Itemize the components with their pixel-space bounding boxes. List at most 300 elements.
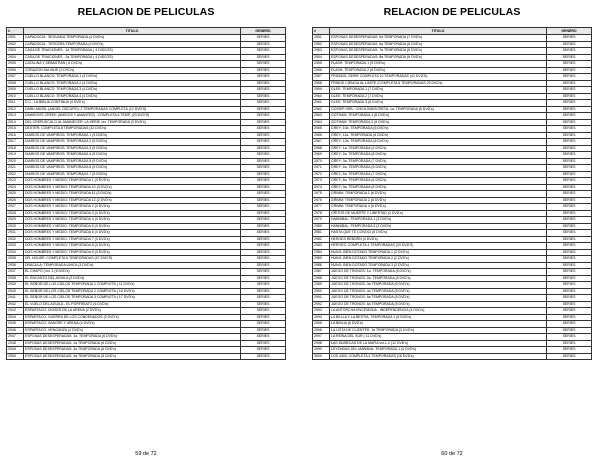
row-title: GLEE: TEMPORADA 2 (7 DVD's) [330,93,547,100]
header-title: TITULO [330,28,547,35]
row-number: 2990 [313,288,330,295]
row-title: GREY; 9a. TEMPORADA (6 DVD's) [330,184,547,191]
row-number: 2952 [313,41,330,48]
row-title: EL SEÑOR DE LOS CIELOS TEMPORADA 1 COMPLETA ( 11 DVD's) [24,282,241,289]
row-title: HEROES: COMPLETA 4 TEMPORADAS (20 DVD'S) [330,243,547,250]
row-title: DIARIOS DE VAMPIROS: TEMPORADA 1 (5 DVD's) [24,132,241,139]
row-genre: SERIES [547,113,592,120]
row-genre: SERIES [547,327,592,334]
row-genre: SERIES [547,230,592,237]
row-title: DIARIOS DE VAMPIROS: TEMPORADA 7 (5 DVD's) [24,171,241,178]
row-genre: SERIES [241,119,286,126]
header-title: TITULO [24,28,241,35]
row-number: 2938 [7,275,24,282]
row-title: CATALINA Y SEBASTIAN ( 6 DVD's) [24,61,241,68]
row-number: 2920 [7,158,24,165]
row-number: 2967 [313,139,330,146]
row-number: 2941 [7,295,24,302]
row-genre: SERIES [241,158,286,165]
row-genre: SERIES [547,48,592,55]
row-genre: SERIES [547,67,592,74]
row-title: FLASH: TEMPORADA 2 (6 DVD's) [330,67,547,74]
row-number: 2918 [7,145,24,152]
row-number: 2940 [7,288,24,295]
row-title: DOS HOMBRES Y MEDIO: TEMPORADA 6 (4 DVD's) [24,230,241,237]
row-genre: SERIES [241,67,286,74]
row-title: LA BIBLIA (6 DVD's) [330,321,547,328]
row-genre: SERIES [547,223,592,230]
row-title: DIARIOS DE VAMPIROS: TEMPORADA 4 (5 DVD's) [24,152,241,159]
row-number: 2930 [7,223,24,230]
row-genre: SERIES [547,184,592,191]
row-title: CUELLO BLANCO: TEMPORADA 2 (4 DVD's) [24,80,241,87]
row-genre: SERIES [241,197,286,204]
row-genre: SERIES [547,87,592,94]
row-number: 2919 [7,152,24,159]
row-genre: SERIES [547,275,592,282]
row-number: 2915 [7,126,24,133]
row-genre: SERIES [547,243,592,250]
row-genre: SERIES [241,236,286,243]
row-title: DOS HOMBRES Y MEDIO: TEMPORADA 8 (3 DVD's) [24,243,241,250]
row-title: CAPADOCIA : SEGUNDA TEMPORADA (4 DVD's) [24,35,241,42]
row-title: HEROES REBORN (4 DVD's) [330,236,547,243]
row-genre: SERIES [241,230,286,237]
row-number: 2949 [7,347,24,354]
row-genre: SERIES [547,217,592,224]
row-number: 2978 [313,210,330,217]
row-number: 2989 [313,282,330,289]
row-title: EL ENCANTO DEL AGUILA (2 DVD's) [24,275,241,282]
row-number: 2983 [313,243,330,250]
row-title: DOS HOMBRES Y MEDIO: TEMPORADA 9 (3 DVD's) [24,249,241,256]
row-genre: SERIES [241,262,286,269]
row-genre: SERIES [241,210,286,217]
header-genre: GENERO [547,28,592,35]
row-genre: SERIES [547,74,592,81]
row-number: 2912 [7,106,24,113]
row-title: LAS MUÑECAS DE LA MAFIA vol.1-2 (12 DVD's) [330,340,547,347]
row-number: 2965 [313,126,330,133]
row-genre: SERIES [241,223,286,230]
row-title: ESPARTACO: VENGANZA (4 DVD's) [24,327,241,334]
row-genre: SERIES [547,301,592,308]
row-title: DOS HOMBRES Y MEDIO: TEMPORADA 7 (3 DVD's) [24,236,241,243]
row-title: ESPARTACO: SANGRE Y ARENA (4 DVD's) [24,321,241,328]
table-row [7,353,286,360]
row-genre: SERIES [547,126,592,133]
row-title: GOSSIP GIRL: CHICA INDISCRETA: 1a. TEMPORADA (5 DVD's) [330,106,547,113]
row-number: 2925 [7,191,24,198]
row-title: DOS HOMBRES Y MEDIO: TEMPORADA 5 (3 DVD's) [24,223,241,230]
row-genre: SERIES [547,321,592,328]
row-number: 2950 [7,353,24,360]
row-title: ESPARTACO: GUERRA DE LOS CONDENADOS (3 DVD's) [24,314,241,321]
row-title: GLEE: TEMPORADA 1 (7 DVD's) [330,87,547,94]
row-title: DOS HOMBRES Y MEDIO: TEMPORADA 10 (3 DVD's) [24,184,241,191]
row-number: 2953 [313,48,330,55]
row-title: EL CHAPO (Vol. 1 (5 DVD's) [24,269,241,276]
row-title: DAWSON'S CREEK (AMIGOS Y AMANTES) : COMPLETA 6 TEMP. (23 DVD'S) [24,113,241,120]
table-body [313,35,592,360]
row-genre: SERIES [241,288,286,295]
row-genre: SERIES [241,106,286,113]
page-title: RELACION DE PELICULAS [77,6,215,18]
row-genre: SERIES [241,48,286,55]
row-genre: SERIES [241,113,286,120]
row-number: 2991 [313,295,330,302]
row-genre: SERIES [241,353,286,360]
row-number: 2976 [313,197,330,204]
row-title: LA LISTA DE CLIENTES: 1a TEMPORADA (3 DVD's) [330,327,547,334]
row-genre: SERIES [547,288,592,295]
row-genre: SERIES [547,334,592,341]
row-number: 2977 [313,204,330,211]
row-genre: SERIES [241,295,286,302]
row-number: 2981 [313,230,330,237]
row-genre: SERIES [547,197,592,204]
row-title: ESPOSAS DESESPERADAS: 7a TEMPORADA (6 DVD's) [330,48,547,55]
row-number: 2992 [313,301,330,308]
row-genre: SERIES [241,165,286,172]
row-title: DOS HOMBRES Y MEDIO: TEMPORADA 2 (4 DVD's) [24,204,241,211]
page-number: 59 de 72 [135,451,157,457]
row-title: LA BELLA Y LA BESTIA: TEMPORADA 1 (6 DVD's) [330,314,547,321]
row-title: ESPOSAS DESESPERADAS: 4a TEMPORADA (5 DVD's) [24,353,241,360]
catalog-page-right [312,0,592,360]
row-number: 2942 [7,301,24,308]
row-genre: SERIES [547,80,592,87]
row-title: GREY; 8a. TEMPORADA (6 DVD's) [330,178,547,185]
row-number: 2929 [7,217,24,224]
row-genre: SERIES [241,87,286,94]
row-genre: SERIES [547,165,592,172]
row-title: GRIMM: TEMPORADA 4 (6 DVD's) [330,204,547,211]
row-number: 2954 [313,54,330,61]
row-number: 2935 [7,256,24,263]
row-genre: SERIES [241,314,286,321]
row-number: 2974 [313,184,330,191]
header-number: # [313,28,330,35]
row-genre: SERIES [547,249,592,256]
row-genre: SERIES [547,35,592,42]
row-title: EL SEÑOR DE LOS CIELOS TEMPORADA 2 COMPLETA ( 15 DVD's) [24,288,241,295]
row-genre: SERIES [547,54,592,61]
row-title: FLASH: TEMPORADA 1 (5 DVD's) [330,61,547,68]
row-number: 2910 [7,93,24,100]
row-number: 2924 [7,184,24,191]
row-number: 2982 [313,236,330,243]
row-genre: SERIES [547,236,592,243]
header-genre: GENERO [241,28,286,35]
row-genre: SERIES [241,61,286,68]
row-number: 2932 [7,236,24,243]
row-genre: SERIES [547,132,592,139]
row-genre: SERIES [241,275,286,282]
row-genre: SERIES [547,340,592,347]
row-number: 2902 [7,41,24,48]
row-title: DOS HOMBRES Y MEDIO: TEMPORADA 12 (2 DVD's) [24,197,241,204]
row-genre: SERIES [547,106,592,113]
row-genre: SERIES [547,100,592,107]
row-number: 2955 [313,61,330,68]
row-genre: SERIES [241,340,286,347]
row-number: 2962 [313,106,330,113]
row-number: 2958 [313,80,330,87]
row-number: 2985 [313,256,330,263]
row-title: DOS HOMBRES Y MEDIO: TEMPORADA 11 (3 DVD's) [24,191,241,198]
row-genre: SERIES [547,119,592,126]
row-title: JUEGO DE TRONOS: 3a TEMPORADA (5 DVD's) [330,282,547,289]
row-number: 2979 [313,217,330,224]
row-title: JUEGO DE TRONOS: 6a TEMPORADA (5 DVD's) [330,301,547,308]
row-title: ESPOSAS DESESPERADAS: 2a TEMPORADA (6 DVD's) [24,340,241,347]
row-title: JUEGO DE TRONOS: 1a. TEMPORADA (5 DVD's) [330,269,547,276]
row-title: GREY; 11a. TEMPORADA (6 DVD's) [330,132,547,139]
row-number: 2999 [313,347,330,354]
row-genre: SERIES [547,347,592,354]
row-number: 2913 [7,113,24,120]
row-genre: SERIES [241,100,286,107]
row-title: ESPOSAS DESESPERADAS: 3a TEMPORADA (6 DVD's) [24,347,241,354]
row-title: DOS HOMBRES Y MEDIO: TEMPORADA 3 (4 DVD's) [24,210,241,217]
row-number: 2968 [313,145,330,152]
row-title: EL VUELO DEL AGUILA - EL PORFIRIATO (6 DVD's) [24,301,241,308]
row-genre: SERIES [547,178,592,185]
row-number: 2996 [313,327,330,334]
row-number: 2928 [7,210,24,217]
row-number: 2931 [7,230,24,237]
row-genre: SERIES [241,249,286,256]
row-genre: SERIES [547,145,592,152]
row-number: 2922 [7,171,24,178]
row-number: 2963 [313,113,330,120]
row-number: 2905 [7,61,24,68]
row-title: GREY; 2a. TEMPORADA (8 DVD's) [330,152,547,159]
row-title: GRITOS DE MUERTE Y LIBERTAD (2 DVD's) [330,210,547,217]
row-genre: SERIES [241,74,286,81]
row-genre: SERIES [241,184,286,191]
row-title: CORAZON SALVAJE (2 DVD's) [24,67,241,74]
row-title: CUELLO BLANCO: TEMPORADA 3 (4 DVD's) [24,87,241,94]
row-genre: SERIES [547,282,592,289]
row-number: 2959 [313,87,330,94]
table-body [7,35,286,360]
row-title: HANNIBAL: TEMPORADA 1 (3 DVD's) [330,217,547,224]
row-genre: SERIES [547,256,592,263]
row-number: 2903 [7,48,24,55]
row-number: 2995 [313,321,330,328]
row-genre: SERIES [547,152,592,159]
row-genre: SERIES [241,243,286,250]
row-title: GREY; 12a. TEMPORADA (6 DVD's) [330,139,547,146]
row-number: 2921 [7,165,24,172]
row-number: 2933 [7,243,24,250]
row-number: 2947 [7,334,24,341]
row-title: GOTHAM: TEMPORADA 2 (6 DVD's) [330,119,547,126]
row-title: ESPOSAS DESESPERADAS: 6a TEMPORADA (6 DVD's) [330,41,547,48]
row-genre: SERIES [547,158,592,165]
row-title: DIARIOS DE VAMPIROS: TEMPORADA 3 (5 DVD's) [24,145,241,152]
row-number: 2926 [7,197,24,204]
row-genre: SERIES [241,132,286,139]
row-genre: SERIES [241,145,286,152]
row-title: GLEE: TEMPORADA 3 (6 DVD's) [330,100,547,107]
row-title: GRIMM: TEMPORADA 1 (6 DVD's) [330,191,547,198]
page-number: 60 de 72 [441,451,463,457]
row-genre: SERIES [241,256,286,263]
row-title: ESPOSAS DESESPERADAS: 1a. TEMPORADA (6 DVD's) [24,334,241,341]
row-genre: SERIES [241,80,286,87]
row-number: 2923 [7,178,24,185]
row-number: 2944 [7,314,24,321]
row-genre: SERIES [547,210,592,217]
row-genre: SERIES [547,41,592,48]
row-title: LEYENDAS DEL MAÑANA: TEMPORADA 1 (4 DVD's) [330,347,547,354]
row-genre: SERIES [241,347,286,354]
row-title: JUEGO DE TRONOS: 2a. TEMPORADA (5 DVD's) [330,275,547,282]
row-genre: SERIES [241,334,286,341]
row-genre: SERIES [241,321,286,328]
table-row [313,353,592,360]
row-genre: SERIES [241,139,286,146]
row-number: 2951 [313,35,330,42]
row-number: 2901 [7,35,24,42]
row-number: 2937 [7,269,24,276]
row-genre: SERIES [241,301,286,308]
row-title: CUELLO BLANCO: TEMPORADA 4 (4 DVD's) [24,93,241,100]
row-title: EL SEÑOR DE LOS CIELOS TEMPORADA 3 COMPLETA ( 17 DVD's) [24,295,241,302]
row-genre: SERIES [241,282,286,289]
row-title: DRACULA: TEMPORADA UNICA (3 DVD's) [24,262,241,269]
row-genre: SERIES [241,152,286,159]
row-title: CUELLO BLANCO: TEMPORADA 1 (4 DVD's) [24,74,241,81]
header-number: # [7,28,24,35]
row-genre: SERIES [547,269,592,276]
row-title: DEL CREPUSCULO AL AMANECER: LA SERIE 1er. TEMPORADA (3 DVD's) [24,119,241,126]
row-number: 2934 [7,249,24,256]
row-number: 2970 [313,158,330,165]
catalog-page-left [6,0,286,360]
row-number: 2909 [7,87,24,94]
row-number: 2946 [7,327,24,334]
row-title: HANNIBAL: TEMPORADA 2 (3 DVD's) [330,223,547,230]
row-genre: SERIES [241,269,286,276]
row-title: CASA DE TRAICIONES : 1a TEMPORADA ( 4 DISCOS) [24,48,241,55]
row-genre: SERIES [547,61,592,68]
row-number: 2960 [313,93,330,100]
row-number: 2908 [7,80,24,87]
row-title: DIARIOS DE VAMPIROS: TEMPORADA 2 (5 DVD's) [24,139,241,146]
row-number: 2975 [313,191,330,198]
row-number: 2961 [313,100,330,107]
row-number: 2904 [7,54,24,61]
row-title: FRIENDS: SERIE COMPLETA 10 TEMPORADAS (41 DVD'S) [330,74,547,81]
row-title: LOS 4400: COMPLETA 4 TEMPORADAS (16 DVD's) [330,353,547,360]
row-genre: SERIES [241,126,286,133]
row-title: ESPOSAS DESESPERADAS: 8a TEMPORADA (6 DVD's) [330,54,547,61]
row-genre: SERIES [547,308,592,315]
row-number: 2966 [313,132,330,139]
row-title: GREY; 3a. TEMPORADA (7 DVD's) [330,158,547,165]
row-number: 2980 [313,223,330,230]
row-number: 2998 [313,340,330,347]
row-title: LA ANTORCHA ENCENDIDA - INDEPENDENCIA (4 DVD's) [330,308,547,315]
row-genre: SERIES [547,191,592,198]
row-number: 2964 [313,119,330,126]
row-genre: SERIES [241,35,286,42]
row-genre: SERIES [547,204,592,211]
row-number: 2907 [7,74,24,81]
row-title: DARK ANGEL (ANGEL OSCURO): 2 TEMPORADAS COMPLETA (12 DVD'S) [24,106,241,113]
row-number: 2936 [7,262,24,269]
row-genre: SERIES [547,314,592,321]
table-header-row [313,28,592,35]
movies-table [6,27,286,360]
row-number: 3000 [313,353,330,360]
row-title: GRIMM: TEMPORADA 2 (6 DVD's) [330,197,547,204]
row-number: 2972 [313,171,330,178]
row-title: JUEGO DE TRONOS: 4a TEMPORADA (5 DVD's) [330,288,547,295]
row-genre: SERIES [547,93,592,100]
row-number: 2994 [313,314,330,321]
row-number: 2906 [7,67,24,74]
row-number: 2957 [313,74,330,81]
table-header-row [7,28,286,35]
row-number: 2986 [313,262,330,269]
row-number: 2927 [7,204,24,211]
row-title: D.C., LA BIBLIA CONTINUA (4 DVD's) [24,100,241,107]
row-number: 2973 [313,178,330,185]
page-title: RELACION DE PELICULAS [383,6,521,18]
row-title: GOTHAM: TEMPORADA 1 (6 DVD's) [330,113,547,120]
row-title: DOS HOMBRES Y MEDIO: TEMPORADA 1 (4 DVD's) [24,178,241,185]
row-title: ESPOSAS DESESPERADAS: 5a TEMPORADA (7 DVD's) [330,35,547,42]
row-number: 2984 [313,249,330,256]
row-genre: SERIES [241,204,286,211]
row-title: LA REINA DEL SUR ( 11 DVD's) [330,334,547,341]
row-number: 2916 [7,132,24,139]
row-number: 2997 [313,334,330,341]
row-title: GREY; 1a. TEMPORADA (2 DVD's) [330,145,547,152]
row-number: 2914 [7,119,24,126]
row-genre: SERIES [241,93,286,100]
row-title: CAPADOCIA : TERCERA TEMPORADA (4 DVD's) [24,41,241,48]
row-number: 2971 [313,165,330,172]
row-number: 2956 [313,67,330,74]
row-title: ESPARTACO: DIOSES DE LA ARENA (2 DVD's) [24,308,241,315]
row-number: 2945 [7,321,24,328]
row-title: GREY; 5a. TEMPORADA (7 DVD's) [330,171,547,178]
row-title: CASA DE TRAICIONES : 2a TEMPORADA ( 4 DISCOS) [24,54,241,61]
row-genre: SERIES [241,191,286,198]
row-title: HUNG: BIEN DOTADO TEMPORADA 1 (2 DVD's) [330,249,547,256]
row-number: 2943 [7,308,24,315]
row-number: 2939 [7,282,24,289]
row-number: 2911 [7,100,24,107]
row-genre: SERIES [547,262,592,269]
row-number: 2969 [313,152,330,159]
row-title: FRINGE CIENCIA AL LIMITE (COMPLETA 5 TEMPORADAS 29 DVD's) [330,80,547,87]
movies-table [312,27,592,360]
row-title: GREY; 4a. TEMPORADA (5 DVD's) [330,165,547,172]
row-number: 2948 [7,340,24,347]
row-genre: SERIES [547,139,592,146]
row-genre: SERIES [241,327,286,334]
row-title: HUNG: BIEN DOTADO TEMPORADA 3 (2 DVD's) [330,262,547,269]
row-genre: SERIES [547,295,592,302]
row-genre: SERIES [547,171,592,178]
